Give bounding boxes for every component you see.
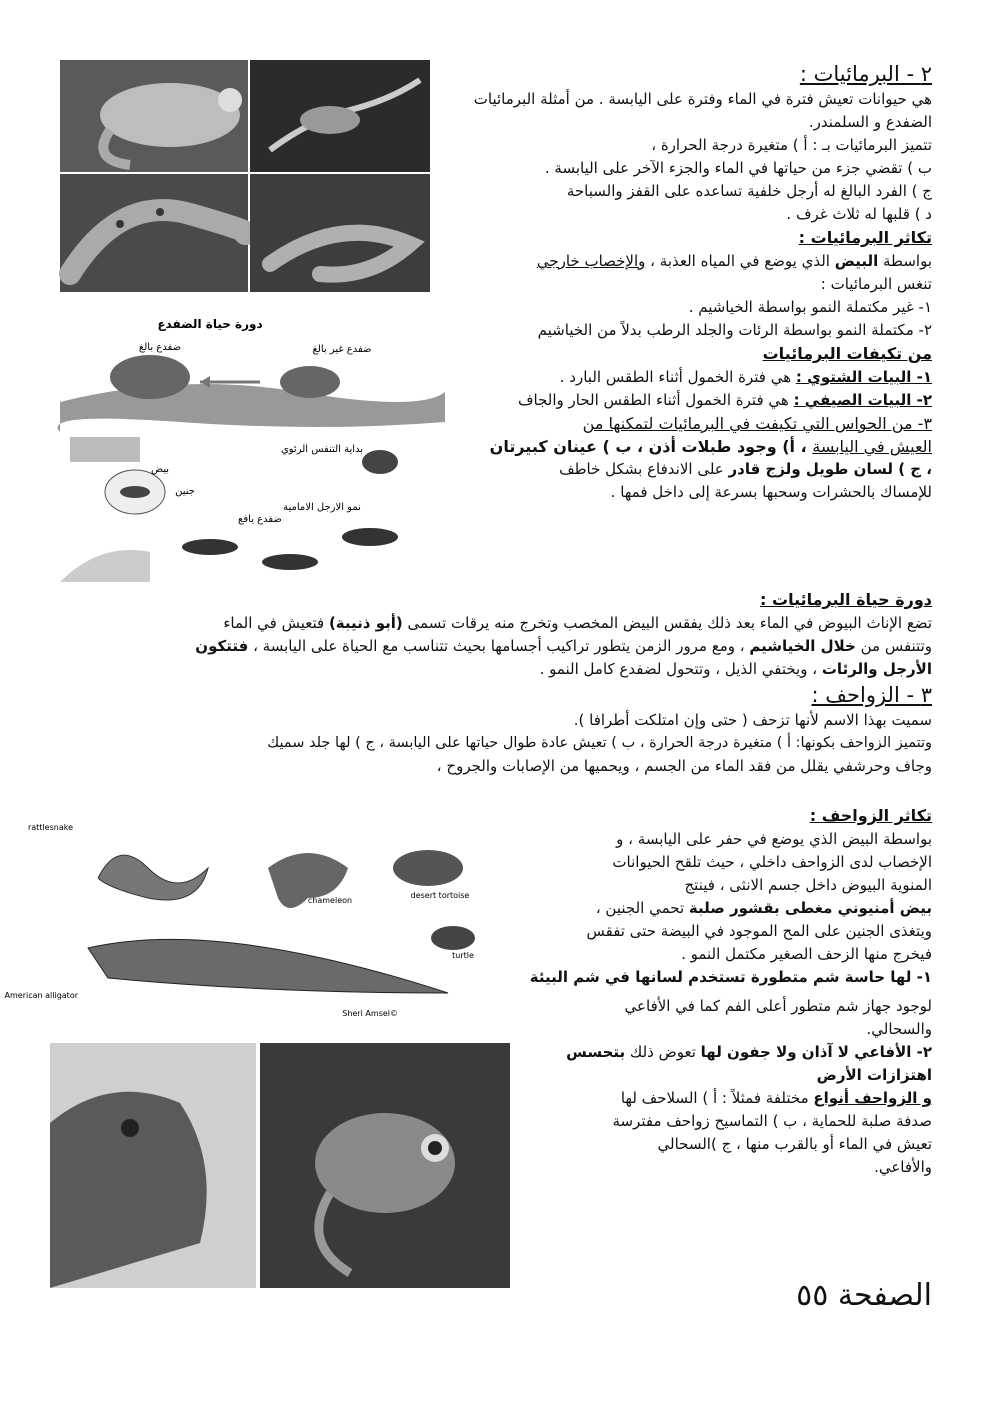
diagram-label-lung: بداية التنفس الرئوي [280,444,364,455]
hibernation-line: ١- البيات الشتوي : هي فترة الخمول أثناء الطقس البارد . [559,368,932,386]
lifecycle-title: دورة حياة البرمائيات : [760,590,932,609]
diagram-label-legs: نمو الارجل الامامية [283,502,361,513]
reptile-repro-l6: فيخرج منها الزحف الصغير مكتمل النمو . [681,945,932,963]
reptiles-p1: سميت بهذا الاسم لأنها تزحف ( حتى وإن امتلكت أطرافا ). [573,711,932,729]
frog-lifecycle-diagram [60,312,445,582]
snakes-line-2: اهتزازات الأرض [816,1066,932,1084]
aestivation-line: ٢- البيات الصيفي : هي فترة الخمول أثناء الطقس الحار والجاف [517,391,932,409]
diagram-label-eggs: بيض [150,464,170,475]
senses-title: ٣- من الحواس التي تكيفت في البرمائيات لتمكنها من [582,414,932,433]
adult-frog-icon [110,355,190,399]
egg-mass-icon [70,437,140,462]
diagram-title: دورة حياة الضفدع [157,317,263,331]
reptile-smell: ١- لها حاسة شم متطورة تستخدم لسانها في شم البيئة [529,968,932,986]
senses-end: للإمساك بالحشرات وسحبها بسرعة إلى داخل فمها . [610,483,932,501]
reptile-smell-2: لوجود جهاز شم متطور أعلى الفم كما في الأفاعي [624,997,932,1015]
young-frog-icon [280,366,340,398]
lifecycle-block [60,588,932,778]
reptile-repro-l1: بواسطة البيض الذي يوضع في حفر على اليابسة ، و [616,830,932,848]
lifecycle-p1: تضع الإناث البيوض في الماء بعد ذلك يفقس البيض المخصب وتخرج منه يرقات تسمى (أبو ذنيبة) فتعيش في الماء [223,614,932,632]
label-rattlesnake: rattlesnake [27,823,73,832]
reptiles-illustration [4,818,480,1023]
amphibians-trait-c: ج ) الفرد البالغ له أرجل خلفية تساعده على القفز والسباحة [566,182,932,200]
amphibians-column [452,60,932,504]
reptile-repro-l2: الإخصاب لدى الزواحف داخلي ، حيث تلقح الحيوانات [612,853,932,871]
tadpole-lung-icon [362,450,398,474]
amphibians-def: هي حيوانات تعيش فترة في الماء وفترة على اليابسة . من أمثلة البرمائيات الضفدع و السلمندر. [473,90,932,131]
tadpole-icon [182,539,238,555]
caecilian-photo [250,174,430,292]
reptiles-title: ٣ - الزواحف : [811,683,932,707]
diagram-label-embryo: جنين [175,486,195,497]
reptiles-p3: وجاف وحرشفي يقلل من فقد الماء من الجسم ، ويحميها من الإصابات والجروح ، [436,757,932,775]
kinds-line-2: صدفة صلبة للحماية ، ب ) التماسيح زواحف مفترسة [612,1112,932,1130]
reptile-repro-column [512,804,932,1179]
salamander-photo [60,174,248,292]
amphibians-trait-b: ب ) تقضي جزء من حياتها في الماء والجزء الآخر على اليابسة . [544,159,932,177]
amphibian-breathing-intro: تنغس البرمائيات : [820,275,932,293]
diagram-label-adult: ضفدع بالغ [138,342,182,353]
reptile-smell-3: والسحالي. [866,1020,932,1038]
reptile-repro-l4: بيض أمنيوني مغطى بقشور صلبة تحمي الجنين ، [595,899,932,917]
kinds-line-3: تعيش في الماء أو بالقرب منها ، ج )السحالي [657,1135,932,1153]
amphibian-repro-title: تكاثر البرمائيات : [798,228,932,247]
reptile-repro-l5: ويتغذى الجنين على المح الموجود في البيضة حتى تفقس [586,922,932,940]
reptile-repro-title: تكاثر الزواحف : [809,806,932,825]
label-credit: ©Sheri Amsel [342,1009,398,1018]
rattlesnake-icon [98,855,208,900]
kinds-line-4: والأفاعي. [874,1158,932,1176]
lizard-photo [50,1043,256,1288]
adaptations-title: من تكيفات البرمائيات [762,344,932,363]
label-tortoise: desert tortoise [410,891,470,900]
tree-frog-photo [60,60,248,172]
diagram-label-tadpole: ضفدع يافع [238,514,282,525]
amphibians-traits-intro: تتميز البرمائيات بـ : أ ) متغيرة درجة الحرارة ، [651,136,932,154]
label-chameleon: chameleon [307,896,353,905]
amphibians-title: ٢ - البرمائيات : [799,62,932,86]
skeleton-photo [250,60,430,172]
kinds-line: و الزواحف أنواع مختلفة فمثلاً : أ ) السلاحف لها [620,1089,932,1107]
amphibian-breathing-1: ١- غير مكتملة النمو بواسطة الخياشيم . [688,298,932,316]
page-number: الصفحة ٥٥ [796,1278,932,1313]
amphibian-breathing-2: ٢- مكتملة النمو بواسطة الرئات والجلد الرطب بدلاً من الخياشيم [537,321,932,339]
reptiles-p2: وتتميز الزواحف بكونها: أ ) متغيرة درجة الحرارة ، ب ) تعيش عادة طوال حياتها على اليابسة ، ج ) لها جلد سميك [267,735,932,751]
amphibians-trait-d: د ) قلبها له ثلاث غرف . [786,205,932,223]
label-alligator: American alligator [4,991,78,1000]
senses-tongue-line: ، ج ) لسان طويل ولزج قادر على الاندفاع بشكل خاطف [559,460,932,478]
diagram-label-young: ضفدع غير بالغ [312,344,372,355]
tortoise-icon [393,850,463,886]
snakes-line: ٢- الأفاعي لا آذان ولا جفون لها تعوض ذلك بتحسس [566,1043,932,1061]
senses-line: العيش في اليابسة ، أ) وجود طبلات أذن ، ب ) عينان كبيرتان [489,437,932,456]
reptile-repro-l3: المنوية البيوض داخل جسم الانثى ، فينتج [684,876,932,894]
turtle-icon [431,926,475,950]
red-eyed-frog-photo [260,1043,510,1288]
label-turtle: turtle [452,951,474,960]
lifecycle-p2: وتتنفس من خلال الخياشيم ، ومع مرور الزمن يتطور تراكيب أجسامها بحيث تتناسب مع الحياة على اليابسة ، فتتكون [195,637,932,655]
lifecycle-p3: الأرجل والرئات ، ويختفي الذيل ، وتتحول لضفدع كامل النمو . [539,660,932,678]
amphibian-repro-line1: بواسطة البيض الذي يوضع في المياه العذبة ، والإخصاب خارجي [536,252,932,270]
alligator-icon [88,939,448,993]
